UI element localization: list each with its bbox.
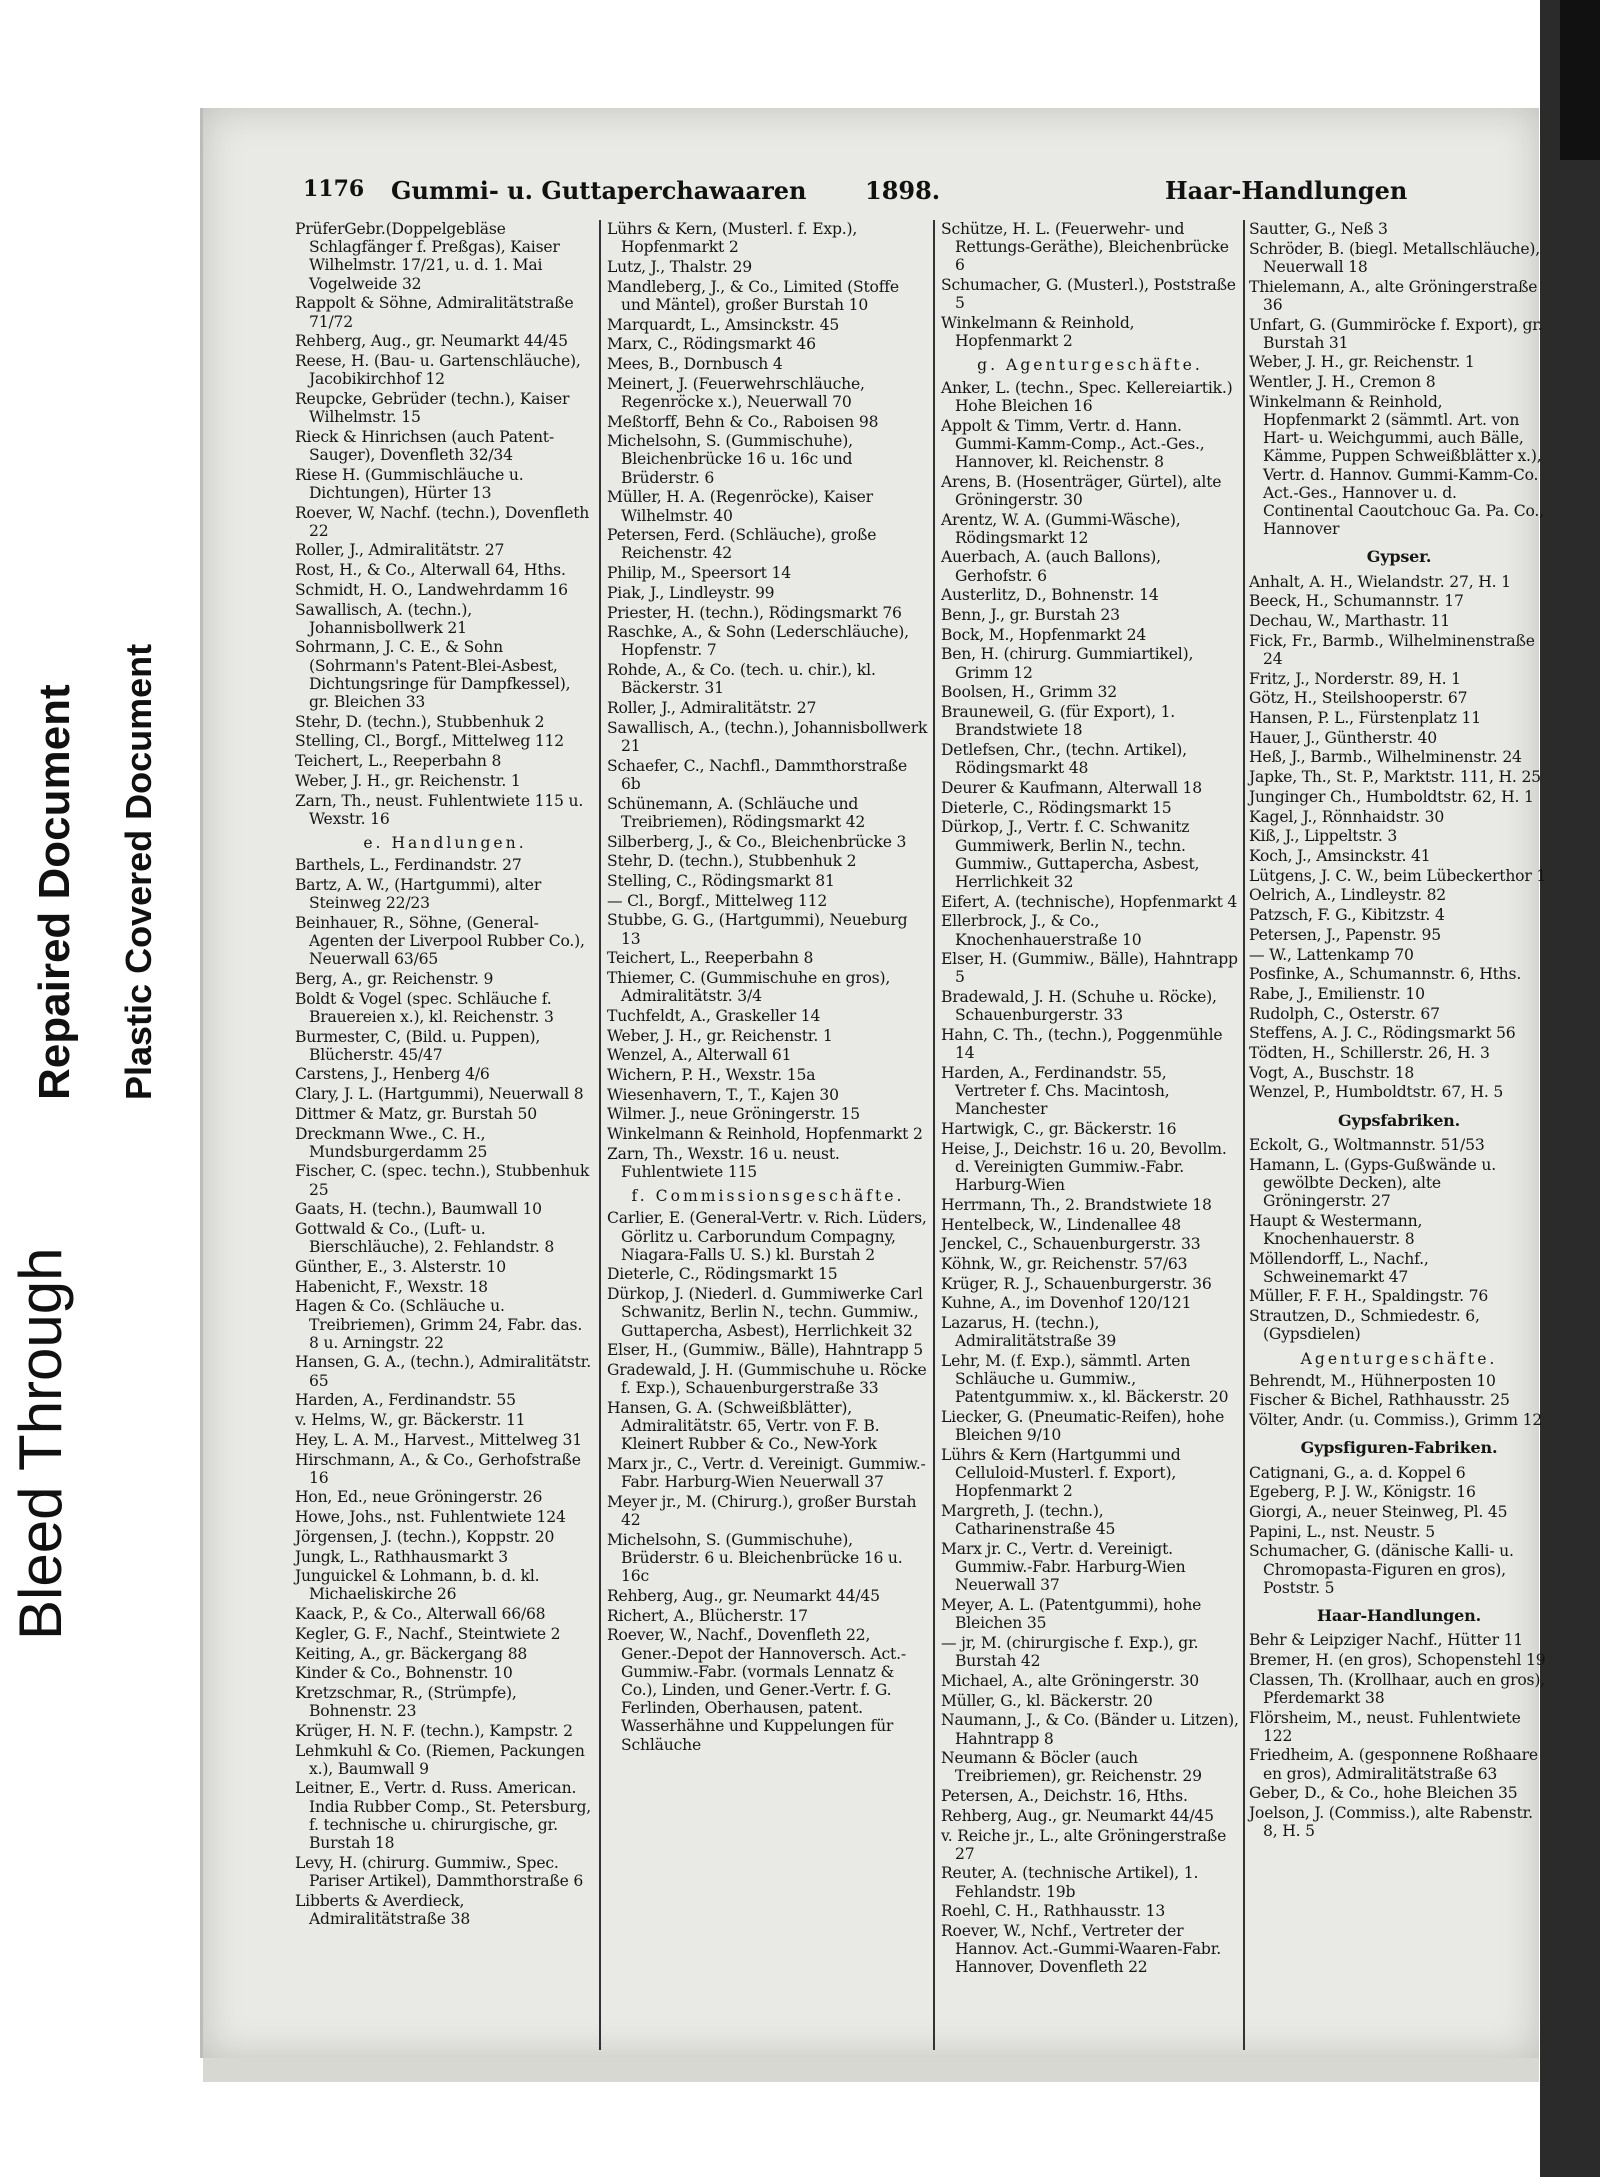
directory-entry: Fritz, J., Norderstr. 89, H. 1 — [1249, 669, 1461, 688]
directory-entry: Flörsheim, M., neust. Fuhlentwiete 122 — [1249, 1708, 1521, 1745]
directory-entry: Weber, J. H., gr. Reichenstr. 1 — [295, 771, 521, 790]
section-heading: Gypsfabriken. — [1338, 1110, 1460, 1130]
section-subheading: e. Handlungen. — [363, 834, 527, 852]
directory-entry: Rehberg, Aug., gr. Neumarkt 44/45 — [607, 1586, 880, 1605]
entry-list — [295, 856, 595, 1928]
directory-entry: Schröder, B. (biegl. Metallschläuche), Neuerwall 18 — [1249, 239, 1540, 276]
directory-entry: Heß, J., Barmb., Wilhelminenstr. 24 — [1249, 748, 1522, 767]
directory-entry: Kiß, J., Lippeltstr. 3 — [1249, 827, 1398, 846]
directory-entry: Heise, J., Deichstr. 16 u. 20, Bevollm. d. Vereinigten Gummiw.-Fabr. Harburg-Wien — [941, 1139, 1227, 1195]
directory-entry: Kinder & Co., Bohnenstr. 10 — [295, 1664, 513, 1683]
directory-entry: Tuchfeldt, A., Graskeller 14 — [607, 1006, 821, 1025]
directory-entry: Petersen, J., Papenstr. 95 — [1249, 925, 1441, 944]
directory-entry: Piak, J., Lindleystr. 99 — [607, 583, 775, 602]
directory-entry: Jungk, L., Rathhausmarkt 3 — [295, 1547, 508, 1566]
directory-entry: Benn, J., gr. Burstah 23 — [941, 606, 1120, 625]
directory-entry: Eckolt, G., Woltmannstr. 51/53 — [1249, 1135, 1485, 1154]
directory-entry: Behr & Leipziger Nachf., Hütter 11 — [1249, 1631, 1524, 1650]
directory-entry: Thielemann, A., alte Gröningerstraße 36 — [1249, 277, 1538, 314]
directory-entry: Vogt, A., Buschstr. 18 — [1249, 1063, 1415, 1082]
directory-entry: Roller, J., Admiralitätstr. 27 — [295, 541, 505, 560]
directory-entry: Weber, J. H., gr. Reichenstr. 1 — [1249, 353, 1475, 372]
directory-entry: Hentelbeck, W., Lindenallee 48 — [941, 1215, 1181, 1234]
directory-entry: Marx jr. C., Vertr. d. Vereinigt. Gummiw.-Fabr. Harburg-Wien Neuerwall 37 — [941, 1540, 1186, 1595]
directory-entry: Rehberg, Aug., gr. Neumarkt 44/45 — [941, 1806, 1214, 1825]
directory-entry: Michelsohn, S. (Gummischuhe), Brüderstr. 6 u. Bleichenbrücke 16 u. 16c — [607, 1530, 903, 1586]
directory-entry: Herrmann, Th., 2. Brandstwiete 18 — [941, 1195, 1212, 1214]
directory-entry: Hansen, G. A. (Schweißblätter), Admiralitätstr. 65, Vertr. von F. B. Kleinert Rubber & Co., New-York — [607, 1398, 880, 1454]
directory-entry: Wentler, J. H., Cremon 8 — [1249, 373, 1436, 392]
directory-entry: Boolsen, H., Grimm 32 — [941, 683, 1117, 702]
directory-entry: Koch, J., Amsinckstr. 41 — [1249, 847, 1431, 865]
directory-entry: Classen, Th. (Krollhaar, auch en gros), Pferdemarkt 38 — [1249, 1670, 1545, 1707]
directory-entry: Oelrich, A., Lindleystr. 82 — [1249, 886, 1447, 905]
directory-entry: Anker, L. (techn., Spec. Kellereiartik.) Hohe Bleichen 16 — [941, 378, 1233, 415]
directory-entry: Teichert, L., Reeperbahn 8 — [295, 752, 502, 771]
column-2 — [607, 220, 929, 1755]
directory-entry: Raschke, A., & Sohn (Lederschläuche), Hopfenstr. 7 — [607, 623, 909, 660]
entry-list — [607, 220, 929, 1181]
directory-entry: Priester, H. (techn.), Rödingsmarkt 76 — [607, 603, 902, 622]
directory-entry: Giorgi, A., neuer Steinweg, Pl. 45 — [1249, 1503, 1508, 1521]
directory-entry: Petersen, Ferd. (Schläuche), große Reichenstr. 42 — [607, 526, 877, 563]
directory-entry: Richert, A., Blücherstr. 17 — [607, 1606, 808, 1625]
directory-entry: Stelling, C., Rödingsmarkt 81 — [607, 871, 835, 890]
directory-entry: Levy, H. (chirurg. Gummiw., Spec. Pariser Artikel), Dammthorstraße 6 — [295, 1853, 584, 1890]
directory-entry: Gradewald, J. H. (Gummischuhe u. Röcke f. Exp.), Schauenburgerstraße 33 — [607, 1360, 927, 1398]
directory-entry: Müller, G., kl. Bäckerstr. 20 — [941, 1691, 1153, 1710]
directory-entry: Beinhauer, R., Söhne, (General-Agenten der Liverpool Rubber Co.), Neuerwall 63/65 — [295, 913, 585, 969]
directory-entry: Sohrmann, J. C. E., & Sohn (Sohrmann's Patent-Blei-Asbest, Dichtungsringe für Dampfkessel), gr. Bleichen 33 — [295, 638, 571, 712]
directory-entry: Marquardt, L., Amsinckstr. 45 — [607, 315, 840, 334]
directory-entry: PrüferGebr.(Doppelgebläse Schlagfänger f. Preßgas), Kaiser Wilhelmstr. 17/21, u. d. 1. Mai Vogelweide 32 — [295, 220, 560, 293]
directory-entry: — W., Lattenkamp 70 — [1249, 945, 1414, 964]
directory-entry: Naumann, J., & Co. (Bänder u. Litzen), Hahntrapp 8 — [941, 1711, 1239, 1748]
directory-entry: Roever, W, Nachf. (techn.), Dovenfleth 22 — [295, 503, 590, 540]
column-rule — [1243, 220, 1245, 2050]
directory-entry: Schumacher, G. (Musterl.), Poststraße 5 — [941, 276, 1236, 313]
directory-entry: Haupt & Westermann, Knochenhauerstr. 8 — [1249, 1211, 1423, 1248]
directory-entry: Beeck, H., Schumannstr. 17 — [1249, 592, 1464, 611]
column-4 — [1249, 220, 1549, 1842]
section-heading: Gypsfiguren-Fabriken. — [1300, 1438, 1498, 1458]
classification-labels — [0, 0, 200, 2177]
directory-entry: Rabe, J., Emilienstr. 10 — [1249, 984, 1425, 1003]
directory-entry: Lutz, J., Thalstr. 29 — [607, 257, 752, 276]
directory-entry: Burmester, C, (Bild. u. Puppen), Blücherstr. 45/47 — [295, 1027, 541, 1064]
directory-entry: Carstens, J., Henberg 4/6 — [295, 1065, 490, 1084]
directory-entry: Dieterle, C., Rödingsmarkt 15 — [607, 1265, 838, 1284]
plastic-covered-label: Plastic Covered Document — [118, 643, 159, 1100]
directory-entry: Ellerbrock, J., & Co., Knochenhauerstraße 10 — [941, 912, 1142, 949]
directory-entry: Bradewald, J. H. (Schuhe u. Röcke), Schauenburgerstr. 33 — [941, 988, 1217, 1025]
directory-entry: Friedheim, A. (gesponnene Roßhaare en gros), Admiralitätstraße 63 — [1249, 1746, 1538, 1783]
directory-entry: Krüger, H. N. F. (techn.), Kampstr. 2 — [295, 1721, 573, 1740]
directory-entry: Kagel, J., Rönnhaidstr. 30 — [1249, 807, 1445, 826]
directory-entry: Lehmkuhl & Co. (Riemen, Packungen x.), Baumwall 9 — [295, 1741, 585, 1778]
directory-entry: Arentz, W. A. (Gummi-Wäsche), Rödingsmarkt 12 — [941, 510, 1181, 547]
directory-entry: Howe, Johs., nst. Fuhlentwiete 124 — [295, 1508, 566, 1527]
directory-entry: Mees, B., Dornbusch 4 — [607, 354, 783, 373]
directory-entry: Brauneweil, G. (für Export), 1. Brandstwiete 18 — [941, 703, 1176, 740]
directory-entry: Japke, Th., St. P., Marktstr. 111, H. 25 — [1249, 768, 1541, 787]
directory-entry: Auerbach, A. (auch Ballons), Gerhofstr. 6 — [941, 548, 1161, 585]
directory-entry: Joelson, J. (Commiss.), alte Rabenstr. 8, H. 5 — [1249, 1804, 1533, 1841]
directory-entry: Rehberg, Aug., gr. Neumarkt 44/45 — [295, 332, 568, 351]
directory-entry: Rappolt & Söhne, Admiralitätstraße 71/72 — [295, 294, 574, 331]
directory-entry: Hey, L. A. M., Harvest., Mittelweg 31 — [295, 1430, 582, 1449]
directory-entry: Harden, A., Ferdinandstr. 55 — [295, 1391, 516, 1410]
directory-entry: Strautzen, D., Schmiedestr. 6, (Gypsdielen) — [1249, 1307, 1480, 1344]
directory-entry: Boldt & Vogel (spec. Schläuche f. Brauereien x.), kl. Reichenstr. 3 — [295, 989, 554, 1026]
directory-entry: Rost, H., & Co., Alterwall 64, Hths. — [295, 561, 566, 580]
directory-entry: Reese, H. (Bau- u. Gartenschläuche), Jacobikirchhof 12 — [295, 351, 581, 389]
directory-entry: Wilmer. J., neue Gröningerstr. 15 — [607, 1105, 861, 1124]
directory-entry: Behrendt, M., Hühnerposten 10 — [1249, 1371, 1496, 1390]
page-number: 1176 — [303, 176, 365, 202]
entry-list — [941, 379, 1239, 1977]
directory-entry: Meyer, A. L. (Patentgummi), hohe Bleichen 35 — [941, 1596, 1202, 1633]
directory-entry: Appolt & Timm, Vertr. d. Hann. Gummi-Kamm-Comp., Act.-Ges., Hannover, kl. Reichenstr. 8 — [941, 416, 1205, 471]
directory-entry: Zarn, Th., Wexstr. 16 u. neust. Fuhlentwiete 115 — [607, 1144, 840, 1181]
directory-entry: Dürkop, J. (Niederl. d. Gummiwerke Carl Schwanitz, Berlin N., techn. Gummiw., Guttapercha, Asbest), Herrlichkeit 32 — [607, 1285, 923, 1340]
section-subheading: g. Agenturgeschäfte. — [977, 356, 1203, 375]
directory-entry: Michael, A., alte Gröningerstr. 30 — [941, 1671, 1200, 1690]
directory-entry: Junguickel & Lohmann, b. d. kl. Michaeliskirche 26 — [295, 1567, 540, 1604]
directory-entry: Hauer, J., Güntherstr. 40 — [1249, 728, 1438, 747]
directory-entry: Roever, W., Nachf., Dovenfleth 22, Gener.-Depot der Hannoversch. Act.-Gummiw.-Fabr. (vormals Lennatz & Co.), Linden, und Gener.-Vertr. f. G. Ferlinden, Oberhausen, patent. Wasserhähne und Kuppelungen für Schläuche — [607, 1626, 906, 1754]
directory-entry: Sawallisch, A. (techn.), Johannisbollwerk 21 — [295, 600, 473, 637]
directory-entry: Roller, J., Admiralitätstr. 27 — [607, 699, 817, 718]
scanner-edge — [1540, 0, 1600, 2177]
entry-list — [941, 220, 1239, 350]
directory-entry: Petersen, A., Deichstr. 16, Hths. — [941, 1787, 1188, 1806]
directory-entry: Posfinke, A., Schumannstr. 6, Hths. — [1249, 965, 1522, 984]
directory-entry: Weber, J. H., gr. Reichenstr. 1 — [607, 1026, 833, 1045]
directory-entry: Libberts & Averdieck, Admiralitätstraße 38 — [295, 1891, 471, 1928]
directory-entry: Hansen, P. L., Fürstenplatz 11 — [1249, 709, 1482, 728]
directory-entry: Patzsch, F. G., Kibitzstr. 4 — [1249, 906, 1445, 925]
directory-entry: Bock, M., Hopfenmarkt 24 — [941, 625, 1147, 644]
section-heading: Haar-Handlungen. — [1317, 1606, 1481, 1626]
directory-entry: Steffens, A. J. C., Rödingsmarkt 56 — [1249, 1024, 1516, 1043]
directory-entry: Kuhne, A., im Dovenhof 120/121 — [941, 1294, 1192, 1313]
directory-entry: Kegler, G. F., Nachf., Steintwiete 2 — [295, 1624, 561, 1643]
directory-entry: Papini, L., nst. Neustr. 5 — [1249, 1522, 1436, 1541]
section-subheading: f. Commissionsgeschäfte. — [631, 1187, 905, 1206]
directory-entry: Reupcke, Gebrüder (techn.), Kaiser Wilhelmstr. 15 — [295, 389, 570, 427]
directory-entry: Riese H. (Gummischläuche u. Dichtungen), Hürter 13 — [295, 465, 524, 502]
directory-entry: Wenzel, P., Humboldtstr. 67, H. 5 — [1249, 1083, 1504, 1102]
directory-entry: Gottwald & Co., (Luft- u. Bierschläuche), 2. Fehlandstr. 8 — [295, 1220, 555, 1257]
directory-entry: Stelling, Cl., Borgf., Mittelweg 112 — [295, 732, 565, 751]
directory-entry: Philip, M., Speersort 14 — [607, 564, 791, 583]
column-3 — [941, 220, 1239, 1978]
directory-entry: Mandleberg, J., & Co., Limited (Stoffe und Mäntel), großer Burstah 10 — [607, 277, 899, 314]
directory-entry: Jörgensen, J. (techn.), Koppstr. 20 — [295, 1527, 555, 1546]
directory-entry: Wiesenhavern, T., T., Kajen 30 — [607, 1085, 839, 1104]
directory-entry: Hansen, G. A., (techn.), Admiralitätstr. 65 — [295, 1353, 591, 1390]
directory-entry: Müller, H. A. (Regenröcke), Kaiser Wilhelmstr. 40 — [607, 488, 873, 525]
directory-entry: Hamann, L. (Gyps-Gußwände u. gewölbte Decken), alte Gröningerstr. 27 — [1249, 1155, 1497, 1210]
directory-entry: Schumacher, G. (dänische Kalli- u. Chromopasta-Figuren en gros), Poststr. 5 — [1249, 1542, 1514, 1597]
directory-entry: — jr, M. (chirurgische f. Exp.), gr. Burstah 42 — [941, 1634, 1199, 1671]
directory-entry: Winkelmann & Reinhold, Hopfenmarkt 2 — [607, 1125, 923, 1144]
directory-entry: Rudolph, C., Osterstr. 67 — [1249, 1004, 1440, 1023]
scanner-corner — [1560, 0, 1600, 160]
directory-entry: Fischer & Bichel, Rathhausstr. 25 — [1249, 1391, 1510, 1410]
directory-entry: Götz, H., Steilshooperstr. 67 — [1249, 689, 1468, 708]
directory-entry: Ben, H. (chirurg. Gummiartikel), Grimm 12 — [941, 645, 1194, 682]
right-running-title: Haar-Handlungen — [1165, 176, 1408, 205]
directory-entry: v. Reiche jr., L., alte Gröningerstraße 27 — [941, 1826, 1227, 1863]
directory-entry: Marx jr., C., Vertr. d. Vereinigt. Gummiw.-Fabr. Harburg-Wien Neuerwall 37 — [607, 1455, 926, 1492]
directory-entry: Roehl, C. H., Rathhausstr. 13 — [941, 1902, 1166, 1921]
entry-list — [1249, 220, 1549, 538]
repaired-document-label: Repaired Document — [30, 684, 79, 1100]
scanned-page — [200, 108, 1547, 2058]
directory-entry: Schmidt, H. O., Landwehrdamm 16 — [295, 580, 568, 599]
directory-entry: Berg, A., gr. Reichenstr. 9 — [295, 969, 494, 988]
directory-entry: Elser, H., (Gummiw., Bälle), Hahntrapp 5 — [607, 1341, 924, 1360]
column-1 — [295, 220, 595, 1930]
directory-entry: Wichern, P. H., Wexstr. 15a — [607, 1065, 816, 1084]
section-heading: Gypser. — [1366, 547, 1432, 567]
directory-entry: Dürkop, J., Vertr. f. C. Schwanitz Gummiwerk, Berlin N., techn. Gummiw., Guttapercha, Asbest, Herrlichkeit 32 — [941, 818, 1200, 891]
directory-entry: Sawallisch, A., (techn.), Johannisbollwerk 21 — [607, 718, 928, 755]
directory-entry: Egeberg, P. J. W., Königstr. 16 — [1249, 1483, 1476, 1502]
directory-entry: Marx, C., Rödingsmarkt 46 — [607, 335, 816, 354]
directory-entry: Hirschmann, A., & Co., Gerhofstraße 16 — [295, 1450, 581, 1487]
directory-entry: Margreth, J. (techn.), Catharinenstraße 45 — [941, 1502, 1116, 1539]
page-header — [303, 176, 1503, 216]
column-rule — [599, 220, 601, 2050]
directory-entry: Roever, W., Nchf., Vertreter der Hannov. Act.-Gummi-Waaren-Fabr. Hannover, Dovenfleth 22 — [941, 1922, 1222, 1977]
directory-entry: Meinert, J. (Feuerwehrschläuche, Regenröcke x.), Neuerwall 70 — [607, 374, 865, 411]
directory-entry: Winkelmann & Reinhold, Hopfenmarkt 2 (sämmtl. Art. von Hart- u. Weichgummi, auch Bälle, Kämme, Puppen Schweißblätter x.), Vertr. d. Hannov. Gummi-Kamm-Co. Act.-Ges., Hannover u. d. Continental Caoutchouc Ga. Pa. Co., Hannover — [1249, 392, 1544, 539]
entry-list — [1249, 1464, 1549, 1597]
directory-entry: — Cl., Borgf., Mittelweg 112 — [607, 891, 828, 910]
directory-entry: Kretzschmar, R., (Strümpfe), Bohnenstr. 23 — [295, 1683, 517, 1721]
directory-entry: Hartwigk, C., gr. Bäckerstr. 16 — [941, 1120, 1177, 1139]
directory-entry: Völter, Andr. (u. Commiss.), Grimm 12 — [1249, 1411, 1543, 1430]
directory-entry: Bremer, H. (en gros), Schopenstehl 19 — [1249, 1650, 1546, 1669]
entry-list — [1249, 573, 1549, 1102]
directory-entry: Dechau, W., Marthastr. 11 — [1249, 612, 1451, 631]
directory-entry: Barthels, L., Ferdinandstr. 27 — [295, 856, 522, 875]
directory-entry: Dittmer & Matz, gr. Burstah 50 — [295, 1104, 537, 1123]
directory-entry: Geber, D., & Co., hohe Bleichen 35 — [1249, 1784, 1518, 1803]
directory-entry: Krüger, R. J., Schauenburgerstr. 36 — [941, 1274, 1212, 1293]
directory-entry: Teichert, L., Reeperbahn 8 — [607, 949, 814, 968]
column-rule — [933, 220, 935, 2050]
directory-entry: Schünemann, A. (Schläuche und Treibriemen), Rödingsmarkt 42 — [607, 794, 866, 831]
directory-entry: Carlier, E. (General-Vertr. v. Rich. Lüders, Görlitz u. Carborundum Compagny, Niagara-Falls U. S.) kl. Burstah 2 — [607, 1209, 927, 1264]
directory-entry: Gaats, H. (techn.), Baumwall 10 — [295, 1200, 542, 1219]
directory-entry: Catignani, G., a. d. Koppel 6 — [1249, 1463, 1466, 1482]
directory-entry: Liecker, G. (Pneumatic-Reifen), hohe Bleichen 9/10 — [941, 1408, 1225, 1445]
directory-entry: Stehr, D. (techn.), Stubbenhuk 2 — [295, 712, 545, 731]
directory-entry: Thiemer, C. (Gummischuhe en gros), Admiralitätstr. 3/4 — [607, 968, 891, 1006]
directory-entry: Rohde, A., & Co. (tech. u. chir.), kl. Bäckerstr. 31 — [607, 661, 876, 698]
directory-entry: Wenzel, A., Alterwall 61 — [607, 1046, 792, 1065]
directory-entry: Harden, A., Ferdinandstr. 55, Vertreter f. Chs. Macintosh, Manchester — [941, 1063, 1170, 1119]
directory-entry: Köhnk, W., gr. Reichenstr. 57/63 — [941, 1254, 1188, 1273]
directory-entry: Meyer jr., M. (Chirurg.), großer Burstah 42 — [607, 1492, 917, 1530]
directory-entry: Kaack, P., & Co., Alterwall 66/68 — [295, 1605, 546, 1624]
directory-entry: Arens, B. (Hosenträger, Gürtel), alte Gröningerstr. 30 — [941, 472, 1222, 509]
bleed-through-label: Bleed Through — [7, 1247, 74, 1640]
directory-entry: Schütze, H. L. (Feuerwehr- und Rettungs-Geräthe), Bleichenbrücke 6 — [941, 220, 1229, 275]
directory-entry: Eifert, A. (technische), Hopfenmarkt 4 — [941, 892, 1238, 911]
directory-entry: Jenckel, C., Schauenburgerstr. 33 — [941, 1235, 1201, 1254]
directory-entry: Hon, Ed., neue Gröningerstr. 26 — [295, 1488, 543, 1507]
directory-entry: Sautter, G., Neß 3 — [1249, 220, 1388, 238]
directory-entry: Silberberg, J., & Co., Bleichenbrücke 3 — [607, 832, 907, 851]
directory-entry: Zarn, Th., neust. Fuhlentwiete 115 u. Wexstr. 16 — [295, 791, 584, 828]
directory-entry: Fick, Fr., Barmb., Wilhelminenstraße 24 — [1249, 631, 1535, 668]
directory-entry: Keiting, A., gr. Bäckergang 88 — [295, 1644, 528, 1663]
directory-entry: Fischer, C. (spec. techn.), Stubbenhuk 25 — [295, 1162, 590, 1199]
left-running-title: Gummi- u. Guttaperchawaaren — [391, 176, 807, 205]
directory-entry: Elser, H. (Gummiw., Bälle), Hahntrapp 5 — [941, 950, 1238, 987]
directory-entry: Lührs & Kern (Hartgummi und Celluloid-Musterl. f. Export), Hopfenmarkt 2 — [941, 1446, 1181, 1501]
directory-entry: Rieck & Hinrichsen (auch Patent-Sauger), Dovenfleth 32/34 — [295, 427, 554, 464]
directory-entry: Habenicht, F., Wexstr. 18 — [295, 1277, 488, 1296]
directory-entry: Neumann & Böcler (auch Treibriemen), gr. Reichenstr. 29 — [941, 1749, 1202, 1786]
directory-entry: Schaefer, C., Nachfl., Dammthorstraße 6b — [607, 756, 908, 793]
entry-list — [607, 1209, 929, 1753]
entry-list — [1249, 1372, 1549, 1430]
directory-entry: Lazarus, H. (techn.), Admiralitätstraße 39 — [941, 1314, 1117, 1351]
directory-entry: Winkelmann & Reinhold, Hopfenmarkt 2 — [941, 314, 1135, 351]
directory-entry: Lührs & Kern, (Musterl. f. Exp.), Hopfenmarkt 2 — [607, 220, 858, 257]
directory-entry: Müller, F. F. H., Spaldingstr. 76 — [1249, 1287, 1489, 1306]
directory-entry: Hagen & Co. (Schläuche u. Treibriemen), Grimm 24, Fabr. das. 8 u. Arningstr. 22 — [295, 1297, 583, 1352]
entry-list — [1249, 1136, 1549, 1344]
directory-entry: Hahn, C. Th., (techn.), Poggenmühle 14 — [941, 1026, 1223, 1063]
directory-entry: Dieterle, C., Rödingsmarkt 15 — [941, 798, 1172, 817]
directory-entry: Bartz, A. W., (Hartgummi), alter Steinweg 22/23 — [295, 875, 542, 913]
directory-entry: Unfart, G. (Gummiröcke f. Export), gr. Burstah 31 — [1249, 315, 1543, 352]
directory-entry: v. Helms, W., gr. Bäckerstr. 11 — [295, 1411, 526, 1430]
directory-entry: Günther, E., 3. Alsterstr. 10 — [295, 1257, 506, 1276]
directory-entry: Junginger Ch., Humboldtstr. 62, H. 1 — [1249, 787, 1534, 806]
directory-entry: Reuter, A. (technische Artikel), 1. Fehlandstr. 19b — [941, 1864, 1199, 1901]
entry-list — [1249, 1631, 1549, 1840]
directory-entry: Clary, J. L. (Hartgummi), Neuerwall 8 — [295, 1085, 584, 1104]
directory-entry: Tödten, H., Schillerstr. 26, H. 3 — [1249, 1044, 1490, 1063]
directory-entry: Deurer & Kaufmann, Alterwall 18 — [941, 778, 1202, 797]
directory-entry: Möllendorff, L., Nachf., Schweinemarkt 47 — [1249, 1249, 1429, 1286]
directory-entry: Dreckmann Wwe., C. H., Mundsburgerdamm 25 — [295, 1124, 488, 1161]
directory-entry: Stehr, D. (techn.), Stubbenhuk 2 — [607, 852, 857, 871]
section-subheading: Agenturgeschäfte. — [1300, 1349, 1498, 1368]
directory-entry: Anhalt, A. H., Wielandstr. 27, H. 1 — [1249, 572, 1511, 591]
directory-entry: Detlefsen, Chr., (techn. Artikel), Rödingsmarkt 48 — [941, 740, 1187, 778]
year: 1898. — [865, 176, 941, 205]
directory-entry: Lütgens, J. C. W., beim Lübeckerthor 1 — [1249, 866, 1547, 885]
directory-entry: Austerlitz, D., Bohnenstr. 14 — [941, 586, 1159, 605]
directory-entry: Stubbe, G. G., (Hartgummi), Neueburg 13 — [607, 911, 908, 948]
directory-entry: Meßtorff, Behn & Co., Raboisen 98 — [607, 412, 879, 431]
entry-list — [295, 220, 595, 828]
directory-entry: Lehr, M. (f. Exp.), sämmtl. Arten Schläuche u. Gummiw., Patentgummiw. x., kl. Bäckerstr. 20 — [941, 1351, 1229, 1407]
directory-entry: Michelsohn, S. (Gummischuhe), Bleichenbrücke 16 u. 16c und Brüderstr. 6 — [607, 432, 853, 487]
directory-entry: Leitner, E., Vertr. d. Russ. American. India Rubber Comp., St. Petersburg, f. technische u. chirurgische, gr. Burstah 18 — [295, 1779, 592, 1853]
